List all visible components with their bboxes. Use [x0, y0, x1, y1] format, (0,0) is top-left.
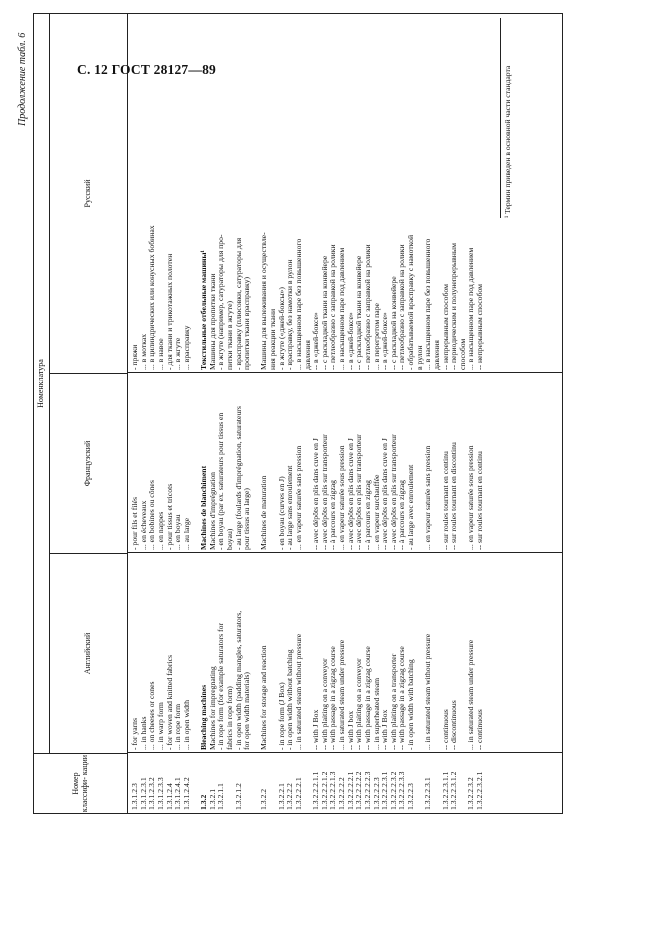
- russian-term: Текстильные отбельные машины¹: [199, 250, 208, 370]
- classification-number: [243, 753, 252, 813]
- classification-number: 1.3.2.2.3.2.1: [475, 771, 484, 810]
- french-term: ... en vapeur saturée sans pression: [293, 445, 303, 550]
- russian-term: Машины для пропитки ткани: [207, 273, 217, 370]
- english-term: -- with J Box: [380, 709, 390, 750]
- classification-number: 1.3.2.2.2.2: [337, 777, 346, 810]
- english-term: Machines for storage and reaction: [259, 645, 269, 750]
- classification-table: [33, 13, 563, 814]
- classification-number: 1.3.2.2.2.3.1: [380, 771, 390, 810]
- english-term: - in open width with batching: [406, 659, 415, 750]
- russian-term: - врасправку (плюсовки, сатураторы для: [233, 237, 243, 370]
- russian-term: ... в цилиндрических или конусных бобинах: [147, 225, 157, 370]
- russian-term: -- петлеобразно с заправкой на ролики: [328, 244, 338, 370]
- table-row: [260, 13, 269, 813]
- french-term: Machines de maturation: [259, 475, 269, 550]
- french-term: boyau): [224, 528, 234, 550]
- french-term: ... en vapeur saturée sous pression: [466, 445, 476, 550]
- russian-term: -- непрерывным способом: [475, 284, 484, 370]
- russian-term: ... в насыщенном паре под давлением: [337, 247, 346, 370]
- table-row: [442, 13, 451, 813]
- english-term: ... in saturated steam under pressure: [466, 639, 476, 750]
- french-term: -- avec dépôts en plis dans cuve en J: [345, 438, 355, 550]
- table-body: [128, 14, 563, 814]
- classification-number: 1.3.1.2.4.1: [173, 777, 183, 810]
- russian-term: ... в перегретом паре: [371, 303, 381, 370]
- russian-term: -- с раскладкой ткани на конвейере: [354, 255, 364, 370]
- french-term: ... en écheveaux: [138, 500, 148, 550]
- classification-number: 1.3.2.2.2.3: [371, 777, 381, 810]
- french-term: -- sur roules tournant en discontinu: [449, 442, 459, 550]
- table-row: [424, 13, 433, 813]
- english-term: -- continuous: [475, 709, 484, 750]
- french-term: -- à parcours en zigzag: [328, 479, 338, 550]
- classification-number: 1.3.2.2.2: [285, 783, 295, 810]
- french-term: - pour tissus et tricots: [164, 483, 174, 550]
- russian-term: - пряжи: [130, 344, 139, 370]
- table-row: [476, 13, 485, 813]
- english-term: Bleaching machines: [199, 684, 208, 750]
- english-term: ... in saturated steam without pressure: [423, 633, 433, 750]
- classification-number: 1.3.1.2.3.3: [155, 777, 165, 810]
- russian-term: - обрабатываемой врасправку с намоткой: [406, 234, 415, 370]
- english-term: ... in open width: [181, 700, 191, 750]
- russian-term: - для ткани и трикотажных полотен: [164, 253, 174, 370]
- classification-number: 1.3.2.2.2.2.2: [354, 771, 364, 810]
- english-term: Machines for impregnating: [207, 666, 217, 750]
- english-term: fabrics in rope form): [224, 686, 234, 750]
- classification-number: 1.3.2.2.2.1: [293, 777, 303, 810]
- english-term: - for woven and knitted fabrics: [164, 655, 174, 750]
- russian-term: - врасправку, без намотки в рулон: [285, 259, 295, 370]
- russian-term: ния реакции ткани: [268, 308, 277, 370]
- russian-term: -- в «джей-боксе»: [311, 312, 321, 370]
- english-term: -- continuous: [440, 709, 450, 750]
- russian-term: -- непрерывным способом: [440, 284, 450, 370]
- english-term: ... in rope form: [173, 703, 183, 750]
- english-term: -- with J Box: [311, 709, 321, 750]
- russian-term: питки ткани в жгуте): [224, 300, 234, 370]
- table-row: [338, 13, 347, 813]
- header-number: Номер классифи- кации: [34, 754, 128, 814]
- english-term: ... in superheated steam: [371, 677, 381, 750]
- russian-term: ... в насыщенном паре без повышенного: [293, 238, 303, 370]
- classification-number: 1.3.2.2.1: [276, 783, 286, 810]
- french-term: -- à parcours en zigzag: [362, 479, 372, 550]
- french-term: ... en bobines ou cônes: [147, 480, 157, 550]
- english-term: -- with passage in a zigzag course: [397, 646, 407, 750]
- english-term: -- with J box: [345, 710, 355, 750]
- russian-term: давления: [431, 340, 441, 370]
- french-term: -- à parcours en zigzag: [397, 479, 407, 550]
- russian-term: Машины для вылеживания и осуществле-: [259, 232, 269, 370]
- russian-term: -- с раскладкой ткани на конвейере: [319, 255, 329, 370]
- classification-number: 1.3.1.2.4.2: [181, 777, 191, 810]
- table-row: [295, 13, 304, 813]
- russian-term: ... в навое: [155, 338, 165, 370]
- table-row: [243, 13, 252, 813]
- classification-number: 1.3.2.2.3: [406, 783, 415, 810]
- table-continuation-label: Продолжение табл. 6: [17, 32, 28, 126]
- french-term: ... en boyau: [173, 514, 183, 550]
- header-french: Французский: [50, 374, 128, 554]
- table-row: [148, 13, 157, 813]
- french-term: -- avec dépôts en plis dans cuve en J: [311, 438, 321, 550]
- english-term: ... in hanks: [138, 716, 148, 750]
- russian-term: -- периодическим и полунепрерывным: [449, 243, 459, 370]
- english-term: -- with passage in a zigzag course: [362, 646, 372, 750]
- french-term: ... en vapeur surchauffée: [371, 474, 381, 550]
- table-row: [373, 13, 382, 813]
- french-term: - en boyau (curves en J): [276, 476, 286, 550]
- french-term: - en boyau (par ex. saturateurs pour tissus en: [216, 412, 226, 550]
- french-term: - pour fils et filés: [130, 497, 139, 550]
- classification-number: 1.3.2.1.1: [216, 783, 226, 810]
- french-term: ... en nappes: [155, 511, 165, 550]
- english-term: - in rope form (for example saturators for: [216, 622, 226, 750]
- table-row: [407, 13, 416, 813]
- classification-number: 1.3.1.2.3.2: [147, 777, 157, 810]
- english-term: - in rope form (J Box): [276, 682, 286, 750]
- russian-term: способом: [457, 338, 467, 370]
- french-term: -- sur roules tournant en continu: [475, 451, 484, 550]
- header-english: Английский: [50, 554, 128, 754]
- english-term: -- with plaiting on a conveyor: [319, 658, 329, 750]
- classification-number: 1.3.2.2.2.1.3: [328, 771, 338, 810]
- french-term: - au large avec enroulement: [406, 464, 415, 550]
- french-term: Machines de blanchiment: [199, 465, 208, 550]
- russian-term: ... в жгуте: [173, 337, 183, 370]
- russian-term: - в жгуте (например, сатураторы для про-: [216, 234, 226, 370]
- russian-term: -- с раскладкой на конвейере: [388, 276, 398, 370]
- russian-term: ... в насыщенном паре под давлением: [466, 247, 476, 370]
- classification-number: 1.3.2.2.3.1: [423, 777, 433, 810]
- table-row: [174, 13, 183, 813]
- french-term: pour tissus au large): [242, 488, 252, 550]
- classification-number: 1.3.2.2.3.2: [466, 777, 476, 810]
- russian-term: пропитки ткани врасправку): [242, 276, 252, 370]
- russian-term: -- в «джей-боксе»: [345, 312, 355, 370]
- english-term: ... on cheeses or cones: [147, 681, 157, 750]
- french-term: -- sur roules tournant en continu: [440, 451, 450, 550]
- english-term: -- with passage in a zigzag course: [328, 646, 338, 750]
- english-term: ... in warp form: [155, 702, 165, 750]
- table-row: [304, 13, 313, 813]
- table-row: [433, 13, 442, 813]
- russian-term: ... врасправку: [181, 325, 191, 370]
- classification-number: 1.3.2.1.2: [233, 783, 243, 810]
- classification-number: 1.3.1.2.3: [130, 783, 139, 810]
- classification-number: 1.3.2.1: [207, 788, 217, 810]
- page-header: С. 12 ГОСТ 28127—89: [77, 62, 216, 77]
- table-rows: [131, 13, 485, 813]
- russian-term: давления: [302, 340, 312, 370]
- english-term: - for yarns: [130, 717, 139, 750]
- table-row: [183, 13, 192, 813]
- english-term: ... in saturated steam under pressure: [337, 639, 346, 750]
- english-term: - in open width without batching: [285, 649, 295, 750]
- classification-number: 1.3.2.2.3.1.1: [440, 771, 450, 810]
- table-row: [166, 13, 175, 813]
- classification-number: 1.3.2.2.3.1.2: [449, 771, 459, 810]
- classification-number: 1.3.1.2.3.1: [138, 777, 148, 810]
- english-term: -- discontinuous: [449, 700, 459, 750]
- classification-number: 1.3.2.2.2.1.1: [311, 771, 321, 810]
- french-term: Machines d'imprégnation: [207, 471, 217, 550]
- classification-number: 1.3.1.2.4: [164, 783, 174, 810]
- french-term: -- avec dépôts en plis dans cuve en J: [380, 438, 390, 550]
- table-row: [450, 13, 459, 813]
- english-term: -- with plaiting on a transporter: [388, 653, 398, 750]
- english-term: - in open width (padding mangles, saturators,: [233, 610, 243, 750]
- russian-term: - в жгуте («джей-боксы»): [276, 287, 286, 370]
- french-term: - au large sans enroulement: [285, 465, 295, 550]
- classification-number: 1.3.2.2.2.3.2: [388, 771, 398, 810]
- footnote: ¹ Термин приведен в основной части стандарта: [500, 18, 512, 218]
- classification-number: 1.3.2.2.2.2.3: [362, 771, 372, 810]
- english-term: for open width materials): [242, 672, 252, 750]
- french-term: - au large (foulards d'imprégnation, saturateurs: [233, 406, 243, 550]
- russian-term: ... в насыщенном паре без повышенного: [423, 238, 433, 370]
- classification-number: 1.3.2.2: [259, 788, 269, 810]
- russian-term: ... в мотках: [138, 333, 148, 370]
- russian-term: -- в «джей-боксе»: [380, 312, 390, 370]
- table-row: [467, 13, 476, 813]
- english-term: -- with plaiting on a conveyor: [354, 658, 364, 750]
- header-nomenclature: Номенклатура: [34, 14, 50, 754]
- classification-number: 1.3.2.2.2.3.3: [397, 771, 407, 810]
- french-term: ... au large: [181, 517, 191, 550]
- french-term: -- avec dépôts en plis sur transporteur: [354, 434, 364, 550]
- russian-term: в рулон: [414, 345, 424, 370]
- french-term: ... en vapeur saturée sous pression: [337, 445, 346, 550]
- russian-term: -- петлеобразно с заправкой на ролики: [397, 244, 407, 370]
- classification-number: 1.3.2: [199, 794, 208, 810]
- classification-number: 1.3.2.2.2.1.2: [319, 771, 329, 810]
- header-russian: Русский: [50, 14, 128, 374]
- russian-term: -- петлеобразно с заправкой на ролики: [362, 244, 372, 370]
- french-term: -- avec dépôts en plis sur transporteur: [319, 434, 329, 550]
- classification-number: 1.3.2.2.2.2.1: [345, 771, 355, 810]
- french-term: -- avec dépôts en plis sur transporteur: [388, 434, 398, 550]
- english-term: ... in saturated steam without pressure: [293, 633, 303, 750]
- french-term: ... en vapeur saturée sans pression: [423, 445, 433, 550]
- table-row: [131, 13, 140, 813]
